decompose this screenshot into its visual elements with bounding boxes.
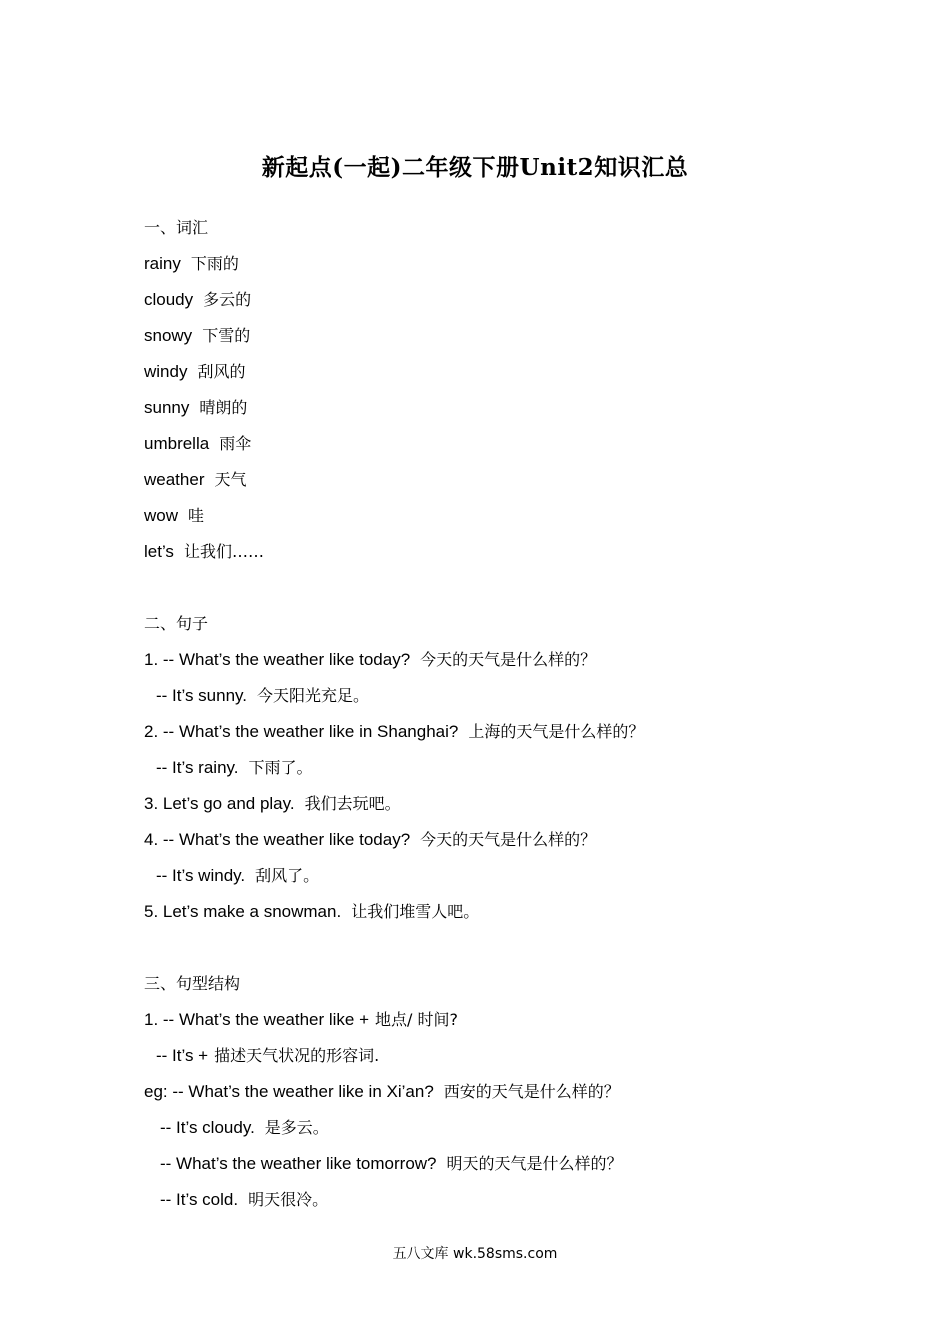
sentence-line [144, 714, 844, 750]
sentence-line [144, 858, 844, 894]
pattern-en: -- It’s + [156, 1046, 209, 1065]
pattern-en: 1. -- What’s the weather like + [144, 1010, 370, 1029]
pattern-line [144, 1038, 844, 1074]
sentence-en: -- It’s rainy. [156, 758, 239, 777]
vocab-item [144, 282, 844, 318]
vocab-en: sunny [144, 398, 190, 417]
sentence-en: 2. -- What’s the weather like in Shanghai? [144, 722, 459, 741]
vocab-zh: 天气 [214, 470, 247, 489]
sentence-line [144, 750, 844, 786]
vocab-zh: 雨伞 [219, 434, 252, 453]
pattern-en: -- What’s the weather like tomorrow? [160, 1154, 437, 1173]
sentence-en: -- It’s windy. [156, 866, 246, 885]
sentence-en: -- It’s sunny. [156, 686, 248, 705]
blank-line [144, 930, 844, 966]
vocab-item [144, 390, 844, 426]
pattern-zh: 西安的天气是什么样的？ [443, 1082, 620, 1101]
pattern-zh: 是多云。 [264, 1118, 329, 1137]
sentence-zh: 今天阳光充足。 [257, 686, 370, 705]
pattern-line [144, 1074, 844, 1110]
sentence-zh: 让我们堆雪人吧。 [351, 902, 480, 921]
sentence-zh: 刮风了。 [255, 866, 320, 885]
sentence-line [144, 642, 844, 678]
vocab-en: let’s [144, 542, 174, 561]
vocab-en: weather [144, 470, 205, 489]
pattern-zh: 明天的天气是什么样的？ [446, 1154, 623, 1173]
vocab-en: wow [144, 506, 179, 525]
vocab-zh: 刮风的 [197, 362, 246, 381]
pattern-zh: 描述天气状况的形容词. [214, 1046, 380, 1065]
pattern-line [144, 1110, 844, 1146]
sentence-zh: 今天的天气是什么样的？ [420, 650, 597, 669]
vocab-item [144, 354, 844, 390]
blank-line [144, 570, 844, 606]
sentence-zh: 我们去玩吧。 [304, 794, 401, 813]
vocab-item [144, 534, 844, 570]
vocab-zh: 下雪的 [202, 326, 251, 345]
pattern-en: eg: -- What’s the weather like in Xi’an? [144, 1082, 434, 1101]
vocab-zh: 下雨的 [190, 254, 239, 273]
pattern-zh: 地点/ 时间? [375, 1010, 459, 1029]
sentence-line [144, 786, 844, 822]
pattern-en: -- It’s cloudy. [160, 1118, 255, 1137]
sentence-en: 3. Let’s go and play. [144, 794, 295, 813]
vocab-heading: 一、词汇 [144, 218, 209, 237]
vocab-en: snowy [144, 326, 193, 345]
pattern-line [144, 1146, 844, 1182]
page-footer: 五八文库 wk.58sms.com [392, 1246, 558, 1262]
sentences-heading: 二、句子 [144, 614, 209, 633]
patterns-heading: 三、句型结构 [144, 974, 241, 993]
pattern-zh: 明天很冷。 [248, 1190, 329, 1209]
vocab-en: umbrella [144, 434, 210, 453]
sentence-zh: 上海的天气是什么样的？ [468, 722, 645, 741]
vocab-item [144, 246, 844, 282]
vocab-item [144, 498, 844, 534]
sentence-zh: 下雨了。 [248, 758, 313, 777]
pattern-line [144, 1182, 844, 1218]
document-body [144, 210, 844, 1218]
vocab-en: rainy [144, 254, 181, 273]
sentence-en: 5. Let’s make a snowman. [144, 902, 342, 921]
pattern-line [144, 1002, 844, 1038]
sentence-en: 1. -- What’s the weather like today? [144, 650, 411, 669]
vocab-en: cloudy [144, 290, 194, 309]
sentence-en: 4. -- What’s the weather like today? [144, 830, 411, 849]
pattern-en: -- It’s cold. [160, 1190, 239, 1209]
sentence-line [144, 678, 844, 714]
vocab-item [144, 426, 844, 462]
vocab-item [144, 462, 844, 498]
sentence-line [144, 894, 844, 930]
sentence-zh: 今天的天气是什么样的？ [420, 830, 597, 849]
vocab-zh: 哇 [188, 506, 205, 525]
vocab-en: windy [144, 362, 188, 381]
vocab-zh: 晴朗的 [199, 398, 248, 417]
vocab-zh: 多云的 [203, 290, 252, 309]
vocab-zh: 让我们…… [183, 542, 264, 561]
document-title: 新起点(一起)二年级下册Unit2知识汇总 [261, 154, 689, 181]
sentence-line [144, 822, 844, 858]
vocab-item [144, 318, 844, 354]
